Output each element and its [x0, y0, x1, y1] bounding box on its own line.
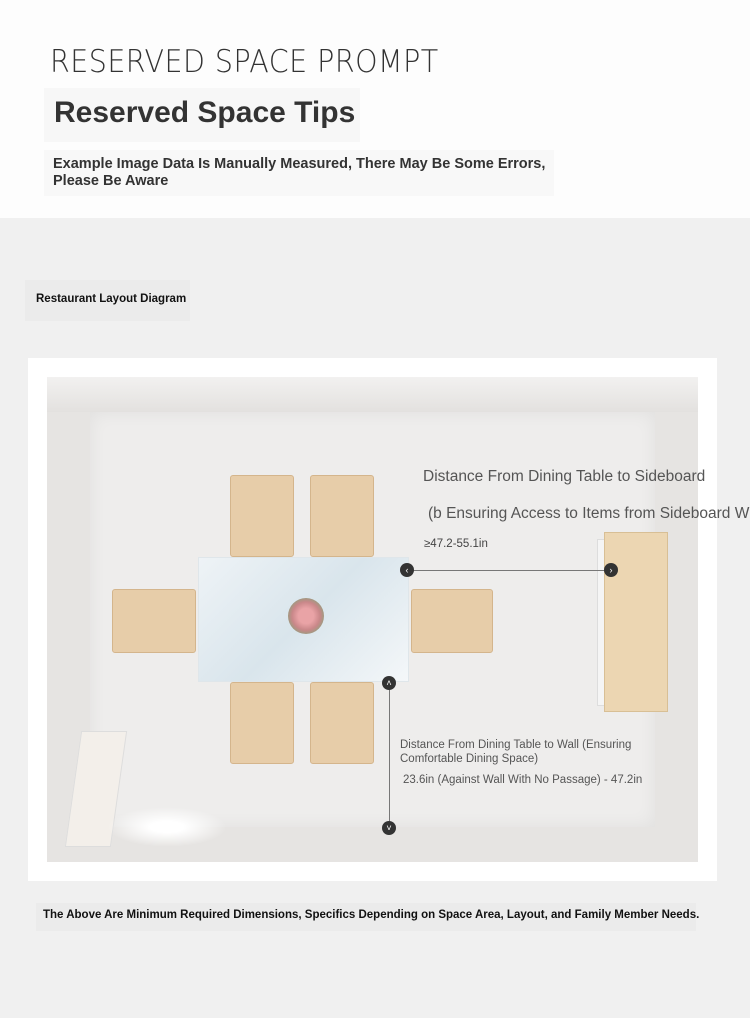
- section-kicker: RESERVED SPACE PROMPT: [50, 44, 439, 80]
- sideboard-distance-title: Distance From Dining Table to Sideboard: [423, 468, 706, 485]
- sideboard-distance-note: (b Ensuring Access to Items from Sideboard W: [428, 505, 750, 522]
- chair-right: [411, 589, 493, 653]
- page-title: Reserved Space Tips: [54, 96, 356, 129]
- sideboard-dimension-line: [407, 570, 610, 571]
- chevron-up-icon: ˄: [382, 676, 396, 690]
- sideboard: [604, 532, 668, 712]
- back-wall: [47, 377, 698, 412]
- room-floorplan-image: [47, 377, 698, 862]
- chevron-left-icon: ‹: [400, 563, 414, 577]
- flower-vase-icon: [288, 598, 324, 634]
- chair-left: [112, 589, 196, 653]
- header-section: [0, 0, 750, 218]
- chair-bottom-right: [310, 682, 374, 764]
- page-subtitle: Example Image Data Is Manually Measured, There May Be Some Errors, Please Be Aware: [53, 156, 546, 189]
- wall-distance-title: Distance From Dining Table to Wall (Ensuring Comfortable Dining Space): [400, 739, 632, 765]
- floor-light: [107, 807, 227, 847]
- footer-note: The Above Are Minimum Required Dimensions, Specifics Depending on Space Area, Layout, and Family Member Needs.: [43, 909, 700, 921]
- chair-top-right: [310, 475, 374, 557]
- chevron-right-icon: ›: [604, 563, 618, 577]
- chair-top-left: [230, 475, 294, 557]
- wall-dimension-line: [389, 684, 390, 828]
- marble-dining-table: [198, 557, 409, 682]
- chair-bottom-left: [230, 682, 294, 764]
- wall-distance-value: 23.6in (Against Wall With No Passage) - 47.2in: [403, 774, 643, 786]
- diagram-label: Restaurant Layout Diagram: [36, 293, 187, 305]
- chevron-down-icon: ˅: [382, 821, 396, 835]
- sideboard-distance-value: ≥47.2-55.1in: [424, 538, 488, 550]
